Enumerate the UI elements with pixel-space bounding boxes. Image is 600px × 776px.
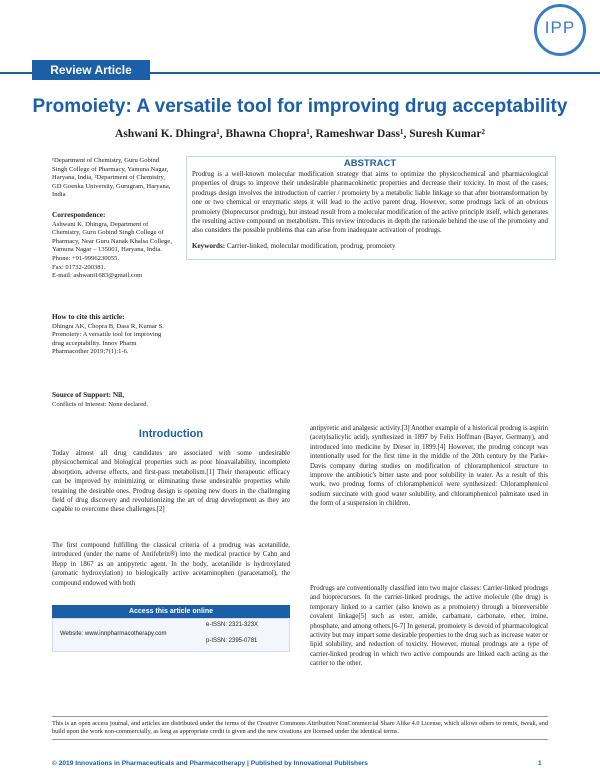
correspondence-text: Ashwani K. Dhingra, Department of Chemistry, Guru Gobind Singh College of Pharmacy, Near Guru Nanak Khalsa College, Yamuna Nagar – 135001, Haryana, India.	[52, 220, 172, 254]
page-number: 1	[538, 760, 542, 767]
footer-text: © 2019 Innovations in Pharmaceuticals and Pharmacotherapy | Published by Innovational Publishers	[52, 760, 368, 767]
right-paragraph-2: Prodrugs are conventionally classified into two major classes: Carrier-linked prodrugs and bioprecursors. In the carrier-linked prodrugs, the active molecule (the drug) is temporary linked to a carrier (also known as a promoiety) through a bioreversible covalent linkage[5] such as ester, amide, carbamate, carbonate, ether, imine, phosphate, and among others.[6-7] In general, promoiety is devoid of pharmacological activity but may impart some desirable properties to the drug such as increase water or lipid solubility, and reduction of toxicity. However, mutual prodrugs are a type of carrier-linked prodrug in which two active compounds are linked each acting as the carrier to the other.	[310, 585, 548, 668]
correspondence-block	[52, 211, 172, 281]
cite-label: How to cite this article:	[52, 312, 125, 321]
author-list: Ashwani K. Dhingra¹, Bhawna Chopra¹, Rameshwar Dass¹, Suresh Kumar²	[115, 128, 485, 140]
license-notice: This is an open access journal, and articles are distributed under the terms of the Creative Commons Attribution NonCommercial Share Alike 4.0 License, which allows others to remix, tweak, and build upon the work non-commercially, as long as appropriate credit is given and the new creations are licensed under the identical terms.	[52, 716, 548, 740]
fax: Fax: 01732-200381.	[52, 263, 106, 271]
access-website[interactable]: Website: www.innpharmacotherapy.com	[60, 631, 167, 637]
support-source: Source of Support: Nil,	[52, 390, 125, 399]
keywords	[192, 242, 548, 250]
correspondence-label: Correspondence:	[52, 210, 106, 219]
access-eissn: e-ISSN: 2321-323X	[206, 622, 259, 628]
phone: Phone: +91-9996230055.	[52, 254, 120, 262]
email[interactable]: E-mail: ashwani1683@gmail.com	[52, 272, 143, 280]
intro-paragraph-1: Today almost all drug candidates are associated with some undesirable physicochemical and biological properties such as poor bioavailability, incomplete absorption, adverse effects, and first-pass metabolism.[1] Their therapeutic efficacy can be improved by minimizing or eliminating these undesirable properties while retaining the desirable ones. Prodrug design is opening new doors in the challenging field of drug discovery and revolutionizing the art of drug development as they are capable to overcome these challenges.[2]	[52, 450, 290, 514]
abstract-heading: ABSTRACT	[343, 158, 397, 169]
affiliations: ¹Department of Chemistry, Guru Gobind Singh College of Pharmacy, Yamuna Nagar, Haryana, India, ²Department of Chemistry, GD Goenka University, Gurugram, Haryana, India	[52, 157, 171, 199]
journal-logo-text: IPP	[544, 18, 576, 37]
right-paragraph-1: antipyretic and analgesic activity.[3] Another example of a historical prodrug is aspirin (acetylsalicylic acid), synthesized in 1897 by Felix Hoffman (Bayer, Germany), and introduced into medicine by Dreser in 1899.[4] However, the prodrug concept was intentionally used for the first time in the middle of the 20th century by the Parke-Davis company during studies on modification of chloramphenicol structure to improve the antibiotic's bitter taste and poor solubility in water. As a result of this work, two prodrug forms of chloramphenicol were synthesized: Chloramphenicol sodium succinate with good water solubility, and chloramphenicol palmitate used in the form of a suspension in children.	[310, 425, 548, 508]
conflicts: Conflicts of Interest: None declared.	[52, 400, 149, 408]
intro-paragraph-2: The first compound fulfilling the classical criteria of a prodrug was acetanilide, introduced (under the name of Antifebrin®) into the medical practice by Cahn and Hepp in 1867 as an antipyretic agent. In the body, acetanilide is hydroxylated (aromatic hydroxylation) to biologically active acetaminophen (paracetamol), the compound endowed with both	[52, 542, 290, 587]
support-block	[52, 391, 172, 409]
access-pissn: p-ISSN: 2395-0781	[206, 638, 258, 644]
keywords-label: Keywords:	[192, 242, 226, 250]
introduction-heading: Introduction	[138, 428, 204, 440]
cite-text: Dhingra AK, Chopra B, Dass R, Kumar S. Promoiety: A versatile tool for improving drug acceptability. Innov Pharm Pharmacother 2019;7(1):1-6.	[52, 322, 164, 356]
article-title: Promoiety: A versatile tool for improving drug acceptability	[32, 96, 568, 117]
keywords-list: Carrier-linked, molecular modification, prodrug, promoiety	[226, 242, 396, 250]
access-heading: Access this article online	[52, 605, 290, 618]
article-type-tag: Review Article	[32, 60, 150, 80]
cite-block	[52, 313, 172, 357]
abstract-body: Prodrug is a well-known molecular modification strategy that aims to optimize the physicochemical and pharmacological properties of drugs to improve their undesirable pharmacokinetic properties and decrease their toxicity. In most of the cases, prodrugs design involves the introduction of carrier / promoiety by a metabolic liable linkage so that after biotransformation by one or two chemical or enzymatic steps it will lead to the active parent drug. However, some prodrugs lack of an obvious promoiety (bioprecursor prodrug), but instead result from a molecular modification of the active principle itself, which generates the resulting active compound on metabolism. This review introduces in depth the rationale behind the use of the promoiety and also considers the possible problems that can arise from inadequate activation of prodrugs.	[192, 171, 548, 235]
